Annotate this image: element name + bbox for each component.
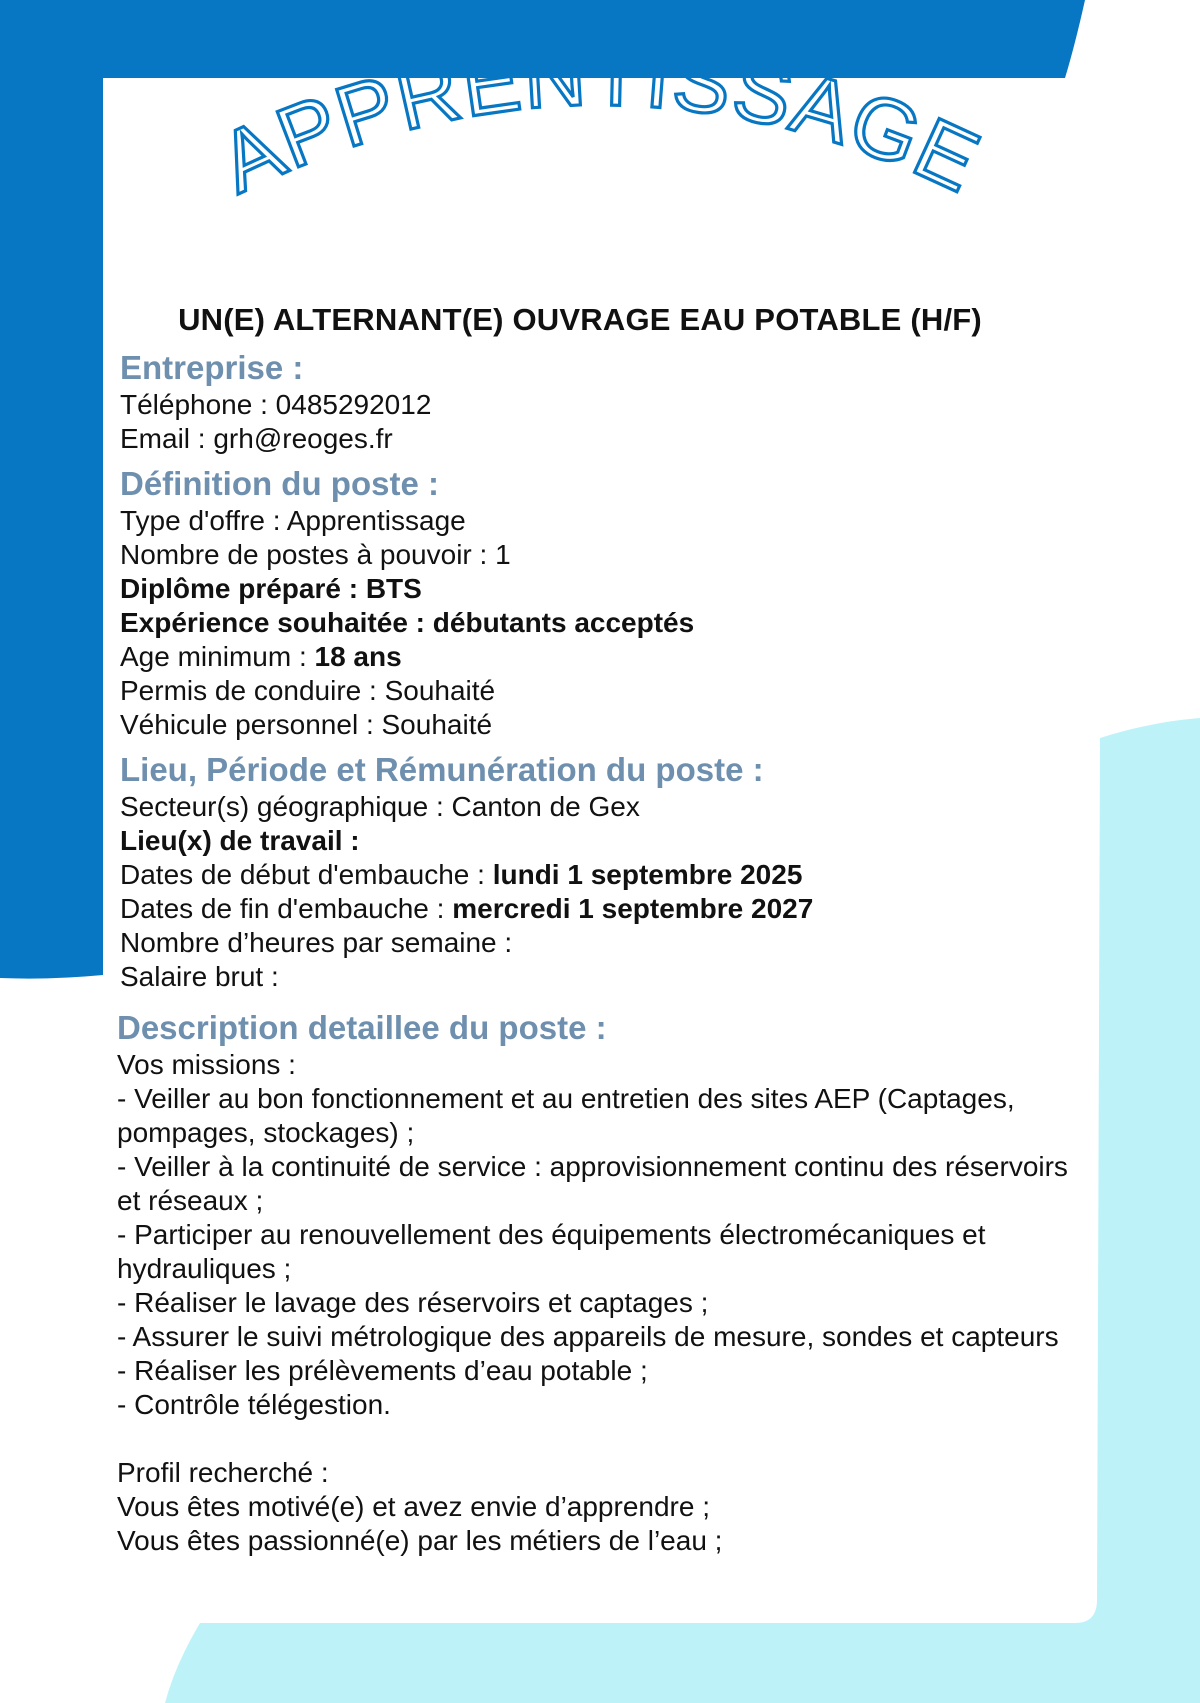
positions-line: Nombre de postes à pouvoir : 1 [120,539,511,570]
mission-item: - Participer au renouvellement des équipements électromécaniques et hydrauliques ; [117,1219,986,1284]
lieu-heading: Lieu, Période et Rémunération du poste : [120,751,764,788]
spacer [117,1422,1080,1456]
vehicle-line: Véhicule personnel : Souhaité [120,709,493,740]
start-date-label: Dates de début d'embauche : [120,859,493,890]
banner-title: APPRENTISSAGE [205,30,995,212]
sector-line: Secteur(s) géographique : Canton de Gex [120,791,640,822]
profile-label: Profil recherché : [117,1457,329,1488]
license-line: Permis de conduire : Souhaité [120,675,496,706]
start-date-value: lundi 1 septembre 2025 [492,859,803,890]
apprentissage-banner [150,30,1050,260]
end-date-label: Dates de fin d'embauche : [120,893,453,924]
start-date-line [120,858,1080,892]
age-label: Age minimum : [120,641,315,672]
mission-item: - Réaliser les prélèvements d’eau potable ; [117,1355,648,1386]
end-date-value: mercredi 1 septembre 2027 [452,893,814,924]
description-heading: Description detaillee du poste : [117,1009,607,1046]
phone-line: Téléphone : 0485292012 [120,389,432,420]
age-line [120,640,1080,674]
hours-line: Nombre d’heures par semaine : [120,927,513,958]
offer-type-line: Type d'offre : Apprentissage [120,505,466,536]
mission-item: - Contrôle télégestion. [117,1389,391,1420]
email-line: Email : grh@reoges.fr [120,423,393,454]
salary-line: Salaire brut : [120,961,279,992]
diploma-line: Diplôme préparé : BTS [120,573,422,604]
missions-label: Vos missions : [117,1049,296,1080]
mission-item: - Veiller au bon fonctionnement et au entretien des sites AEP (Captages, pompages, stockages) ; [117,1083,1015,1148]
definition-heading: Définition du poste : [120,465,439,502]
description-section [117,1008,1080,1558]
entreprise-heading: Entreprise : [120,349,304,386]
profile-item: Vous êtes motivé(e) et avez envie d’apprendre ; [117,1491,711,1522]
experience-line: Expérience souhaitée : débutants acceptés [120,607,695,638]
offer-content [117,300,1080,1558]
mission-item: - Réaliser le lavage des réservoirs et captages ; [117,1287,709,1318]
age-value: 18 ans [314,641,402,672]
profile-item: Vous êtes passionné(e) par les métiers de l’eau ; [117,1525,723,1556]
workplace-line: Lieu(x) de travail : [120,825,360,856]
mission-item: - Assurer le suivi métrologique des appareils de mesure, sondes et capteurs [117,1321,1059,1352]
mission-item: - Veiller à la continuité de service : approvisionnement continu des réservoirs et réseaux ; [117,1151,1068,1216]
end-date-line [120,892,1080,926]
job-title: UN(E) ALTERNANT(E) OUVRAGE EAU POTABLE (H/F) [178,302,982,337]
